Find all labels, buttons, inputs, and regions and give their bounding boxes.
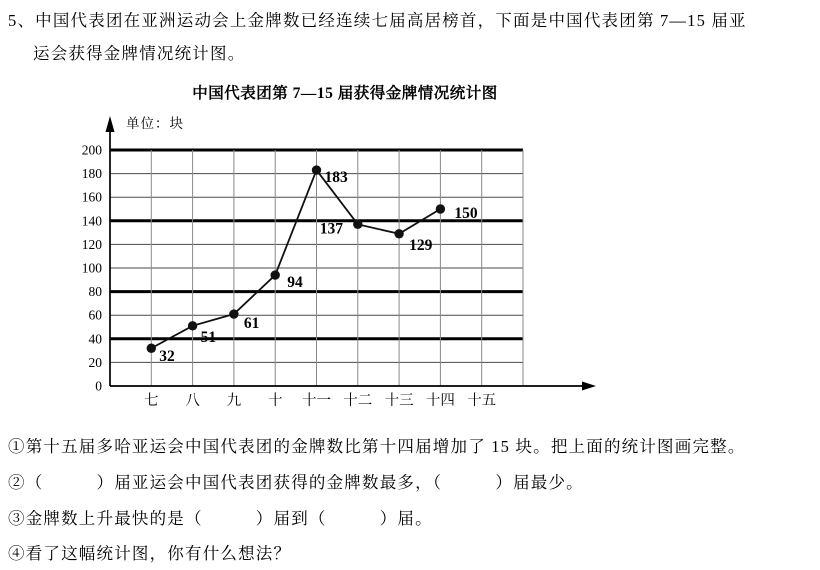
- x-axis-arrow-icon: [582, 382, 596, 391]
- x-tick-label-8: 十四: [425, 393, 455, 409]
- y-tick-label-40: 40: [88, 331, 102, 347]
- y-tick-label-0: 0: [95, 378, 102, 394]
- y-tick-label-80: 80: [88, 284, 102, 300]
- y-tick-label-20: 20: [88, 354, 102, 370]
- data-point-十四: [436, 204, 445, 213]
- x-tick-label-1: 七: [144, 393, 159, 409]
- point-label-十: 94: [287, 274, 303, 292]
- y-axis-arrow-icon: [106, 116, 115, 132]
- point-label-十四: 150: [454, 205, 478, 222]
- data-point-十二: [353, 220, 362, 229]
- problem-text-line2: 运会获得金牌情况统计图。: [33, 44, 246, 63]
- question-3: ③金牌数上升最快的是（ ）届到（ ）届。: [8, 509, 433, 528]
- point-label-十三: 129: [409, 236, 433, 254]
- chart-title: 中国代表团第 7—15 届获得金牌情况统计图: [192, 85, 498, 102]
- data-point-八: [188, 321, 197, 330]
- unit-label: 单位：块: [126, 116, 184, 131]
- point-label-八: 51: [200, 328, 217, 346]
- x-tick-label-2: 八: [185, 393, 200, 409]
- data-point-十三: [394, 229, 403, 238]
- y-tick-label-60: 60: [88, 307, 102, 323]
- x-tick-label-3: 九: [226, 393, 242, 409]
- x-tick-label-4: 十: [267, 393, 283, 409]
- x-tick-label-6: 十二: [343, 393, 373, 409]
- y-tick-label-200: 200: [81, 142, 102, 158]
- question-4: ④看了这幅统计图，你有什么想法？: [8, 544, 292, 563]
- problem-text-line1: 5、中国代表团在亚洲运动会上金牌数已经连续七届高居榜首，下面是中国代表团第 7—15 届亚: [8, 11, 747, 30]
- x-tick-label-9: 十五: [467, 393, 497, 409]
- y-tick-label-160: 160: [81, 189, 102, 205]
- question-2: ②（ ）届亚运会中国代表团获得的金牌数最多，（ ）届最少。: [8, 473, 584, 492]
- point-label-九: 61: [243, 315, 260, 333]
- data-point-十一: [312, 165, 321, 174]
- data-point-九: [229, 309, 238, 318]
- y-tick-label-180: 180: [81, 166, 102, 182]
- gold-medal-line-chart: [60, 108, 620, 426]
- question-1: ①第十五届多哈亚运会中国代表团的金牌数比第十四届增加了 15 块。把上面的统计图画完整。: [8, 437, 746, 456]
- point-label-七: 32: [159, 348, 175, 366]
- y-tick-label-140: 140: [81, 213, 102, 229]
- y-tick-label-100: 100: [81, 260, 102, 276]
- point-label-十二: 137: [319, 220, 344, 238]
- y-tick-label-120: 120: [81, 236, 102, 252]
- data-point-十: [271, 270, 280, 279]
- x-tick-label-5: 十一: [302, 393, 331, 409]
- point-label-十一: 183: [324, 169, 348, 187]
- x-tick-label-7: 十三: [384, 393, 414, 409]
- data-point-七: [147, 344, 156, 353]
